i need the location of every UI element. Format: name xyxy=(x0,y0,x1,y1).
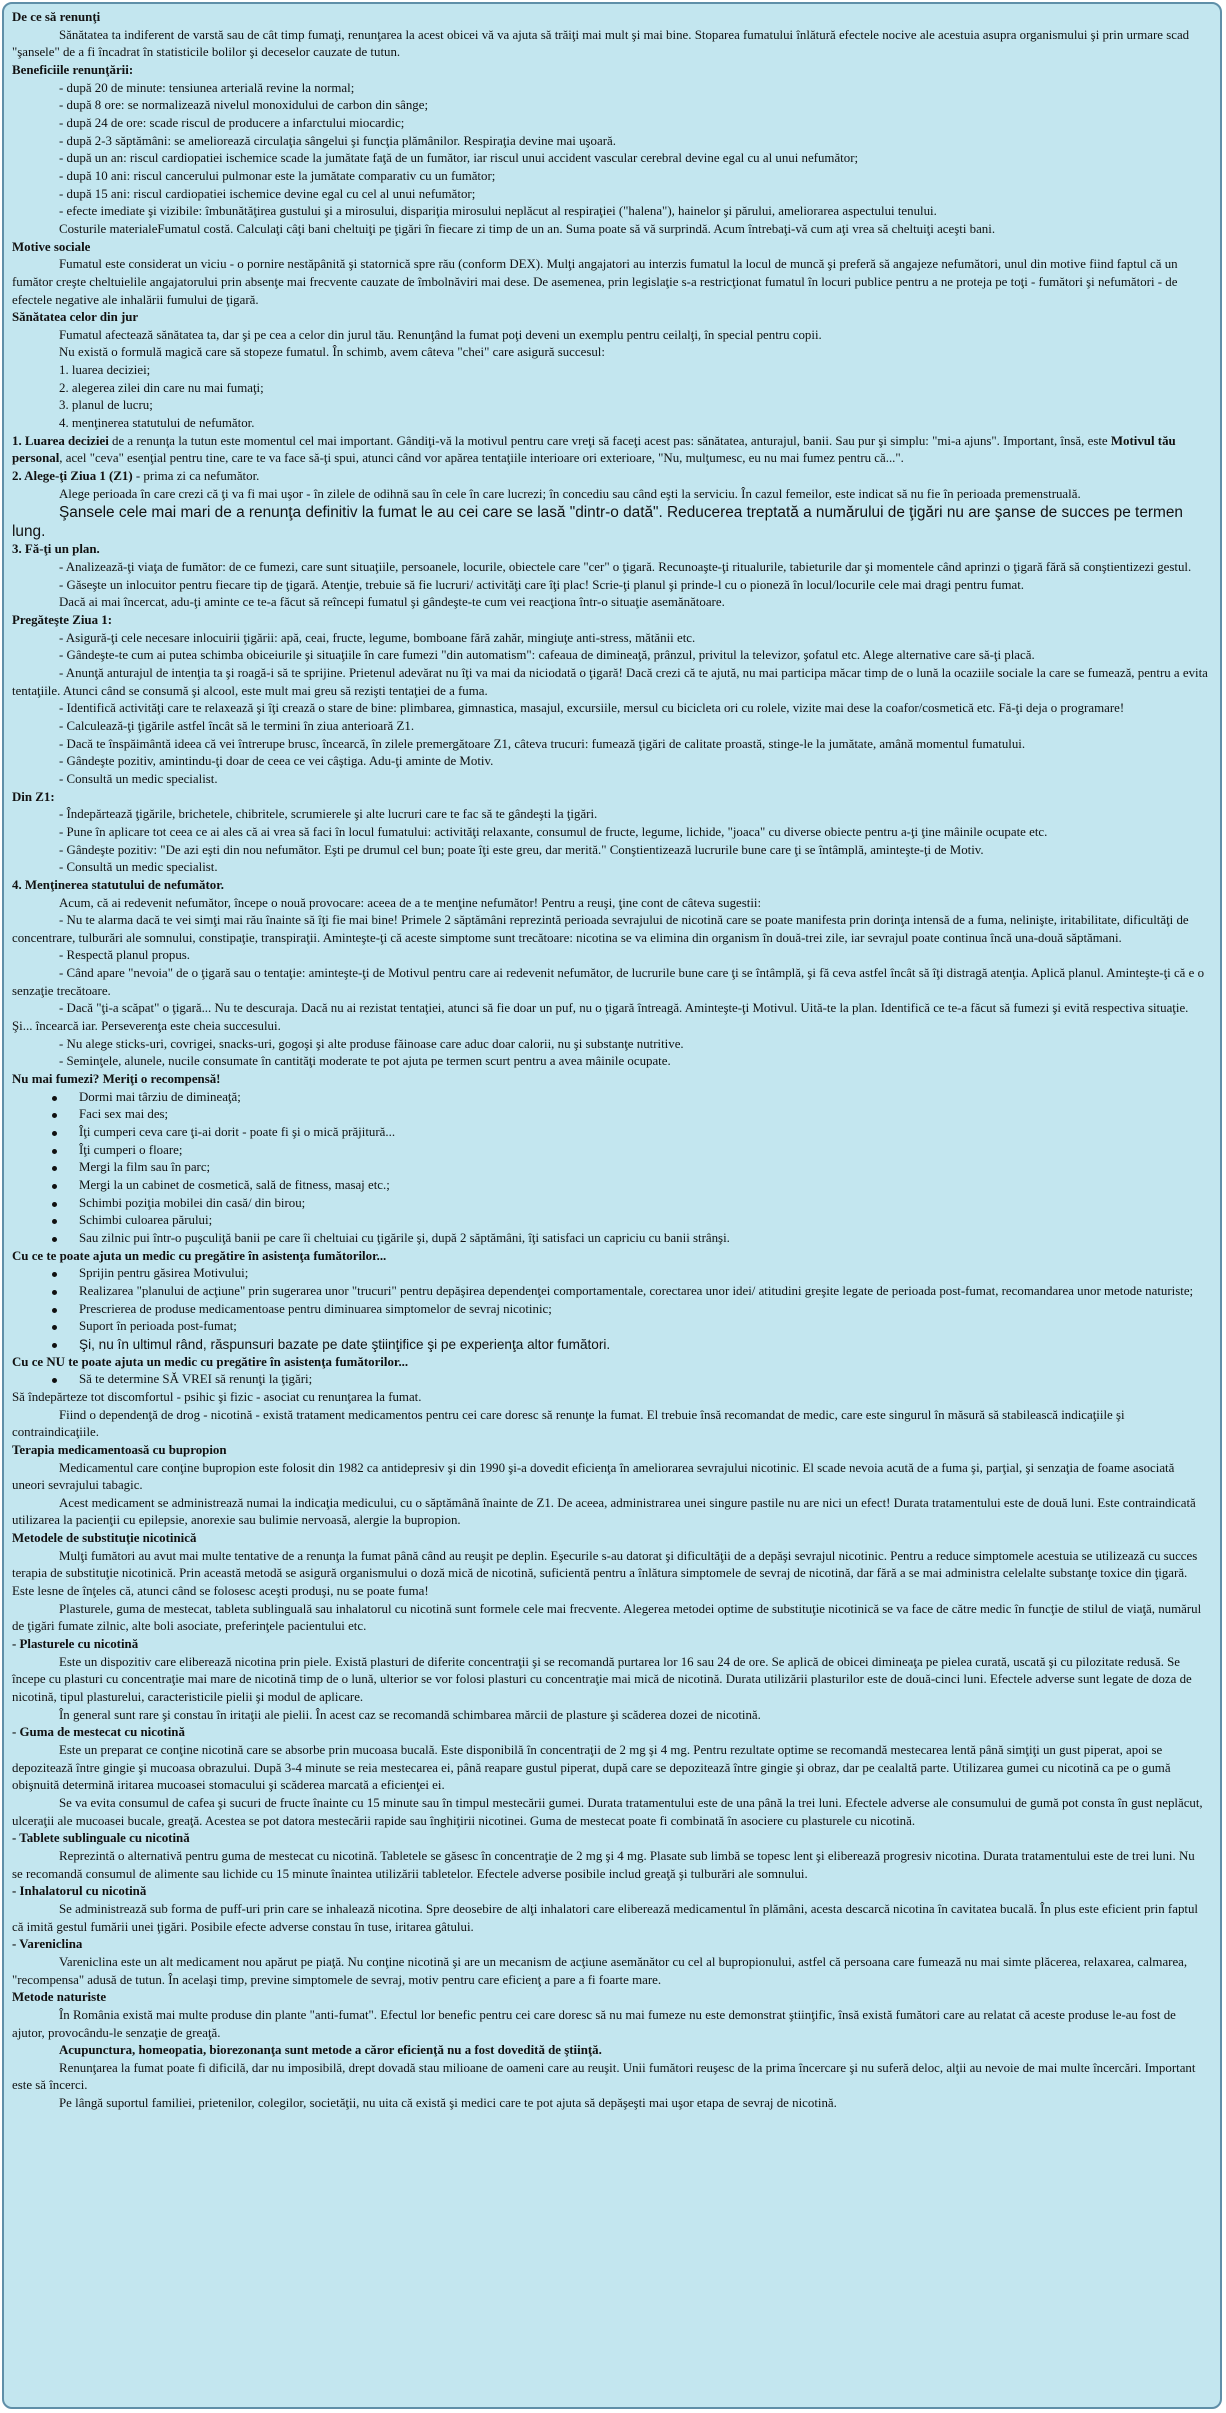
prepare-item: - Dacă te înspăimântă ideea că vei întrerupe brusc, încearcă, în zilele premergătoare Z1, câteva trucuri: fumează ţigări de calitate proastă, stinge-le la jumătate, amână momentul fumatului. xyxy=(59,736,1026,751)
prepare-item: - Consultă un medic specialist. xyxy=(59,771,218,786)
benefit-item: - după un an: riscul cardiopatiei ischemice scade la jumătate faţă de un fumător, iar riscul unui accident vascular cerebral devine egal cu al unui nefumător; xyxy=(59,151,859,166)
benefit-item: - efecte imediate şi vizibile: îmbunătăţirea gustului şi a mirosului, dispariţia mirosului neplăcut al respiraţiei ("halena"), hainelor şi părului, ameliorarea aspectului tenului. xyxy=(59,204,937,219)
tablets-heading: - Tablete sublinguale cu nicotină xyxy=(12,1831,190,1846)
plan-heading: 3. Fă-ţi un plan. xyxy=(12,542,100,557)
key-item: 1. luarea deciziei; xyxy=(59,363,151,378)
from-z1-item: - Consultă un medic specialist. xyxy=(59,860,218,875)
doctor-nohelp-line: Să îndepărteze tot discomfortul - psihic şi fizic - asociat cu renunţarea la fumat. xyxy=(12,1389,422,1404)
social-paragraph: Fumatul este considerat un viciu - o pornire nestăpânită şi statornică spre rău (conform DEX). Mulţi angajatori au interzis fumatul la locul de muncă şi preferă să angajeze nefumători, unul din motive fiind faptul că un fumător creşte cheltuielile angajatorului prin absenţe mai frecvente cauzate de îmbolnăviri mai dese. De asemenea, prin legislaţie s-a restricţionat fumatul în locuri publice pentru a ne proteja pe toţi - fumători şi nefumători - de efectele negative ale inhalării fumului de ţigară. xyxy=(12,257,1178,307)
doctor-help-item: Realizarea "planului de acţiune" prin sugerarea unor "trucuri" pentru depăşirea dependenţei comportamentale, corectarea unor idei/ atitudini greşite legate de perioada post-fumat, recomandarea unor metode naturiste; xyxy=(79,1283,1208,1301)
prepare-item: - Calculează-ţi ţigările astfel încât să le termini în ziua anterioară Z1. xyxy=(59,718,415,733)
benefits-heading: Beneficiile renunţării: xyxy=(12,62,134,77)
doctor-nohelp-heading: Cu ce NU te poate ajuta un medic cu pregătire în asistenţa fumătorilor... xyxy=(12,1354,409,1369)
reward-item: Îţi cumperi o floare; xyxy=(79,1142,1208,1160)
reward-item: Schimbi culoarea părului; xyxy=(79,1212,1208,1230)
day1-heading-line xyxy=(12,468,1208,486)
gum-heading: - Guma de mestecat cu nicotină xyxy=(12,1725,185,1740)
bupropion-heading: Terapia medicamentoasă cu bupropion xyxy=(12,1442,227,1457)
reward-item: Dormi mai târziu de dimineaţă; xyxy=(79,1089,1208,1107)
key-item: 2. alegerea zilei din care nu mai fumaţi; xyxy=(59,380,264,395)
benefit-item: - după 8 ore: se normalizează nivelul monoxidului de carbon din sânge; xyxy=(59,98,429,113)
substitution-paragraph: Plasturele, guma de mestecat, tableta sublinguală sau inhalatorul cu nicotină sunt formele cele mai frecvente. Alegerea metodei optime de substituţie nicotinică se va face de către medic în funcţie de stilul de viaţă, numărul de ţigări fumate zilnic, alte boli asociate, preferinţele pacientului etc. xyxy=(12,1601,1202,1634)
patch-heading: - Plasturele cu nicotină xyxy=(12,1637,139,1652)
social-heading: Motive sociale xyxy=(12,239,91,254)
maintain-item: Acum, că ai redevenit nefumător, începe o nouă provocare: aceea de a te menţine nefumător! Pentru a reuşi, ţine cont de câteva sugestii: xyxy=(59,895,762,910)
doctor-help-heading: Cu ce te poate ajuta un medic cu pregătire în asistenţa fumătorilor... xyxy=(12,1248,387,1263)
intro-paragraph: Sănătatea ta indiferent de varstă sau de cât timp fumaţi, renunţarea la acest obicei vă va ajuta să trăiţi mai mult şi mai bine. Stoparea fumatului înlătură efectele nocive ale acestuia asupra organismului şi prin urmare scad "şansele" de a fi încadrat în statisticile bolilor şi deceselor cauzate de tutun. xyxy=(12,27,1190,60)
prepare-item: - Gândeşte-te cum ai putea schimba obiceiurile şi situaţiile în care fumezi "din automatism": cafeaua de dimineaţă, prânzul, privitul la televizor, şofatul etc. Alege alternative care să-ţi placă. xyxy=(59,648,1035,663)
benefit-item: - după 10 ani: riscul cancerului pulmonar este la jumătate comparativ cu un fumător; xyxy=(59,168,496,183)
bupropion-paragraph: Medicamentul care conţine bupropion este folosit din 1982 ca antidepresiv şi din 1990 şi-a dovedit eficienţa în ameliorarea sevrajului nicotinic. El scade nevoia acută de a fuma şi, parţial, şi senzaţia de foame asociată uneori sevrajului tabagic. xyxy=(12,1460,1175,1493)
personal-motive: Motivul tău personal xyxy=(12,433,1176,466)
doctor-help-item: Şi, nu în ultimul rând, răspunsuri bazate pe date ştiinţifice şi pe experienţa altor fumători. xyxy=(79,1336,1208,1354)
substitution-paragraph: Mulţi fumători au avut mai multe tentative de a renunţa la fumat până când au reuşit pe deplin. Eşecurile s-au datorat şi dificultăţii de a depăşi sevrajul nicotinic. Pentru a reduce simptomele acestuia se utilizează cu succes terapia de substituţie nicotinică. Prin această metodă se asigură organismului o doză mică de nicotină, suficientă pentru a înlătura simptomele de sevraj de nicotină, dar fără a se mai administra celelalte substanţe toxice din ţigară. Este lesne de înţeles că, atunci când se folosesc aceşti produşi, nu se poate fuma! xyxy=(12,1548,1198,1599)
reward-list xyxy=(12,1089,1208,1248)
varenicline-heading: - Vareniclina xyxy=(12,1937,83,1952)
maintain-item: - Seminţele, alunele, nucile consumate în cantităţi moderate te pot ajuta pe termen scurt pentru a avea mâinile ocupate. xyxy=(59,1054,671,1069)
key-item: 3. planul de lucru; xyxy=(59,398,153,413)
prepare-heading: Pregăteşte Ziua 1: xyxy=(12,613,112,627)
article-panel xyxy=(2,2,1222,2409)
decision-paragraph xyxy=(12,433,1208,468)
benefit-item: - după 24 de ore: scade riscul de producere a infarctului miocardic; xyxy=(59,115,405,130)
formula-paragraph: Nu există o formulă magică care să stopeze fumatul. În schimb, avem câteva "chei" care asigură succesul: xyxy=(59,345,605,360)
prepare-item: - Anunţă anturajul de intenţia ta şi roagă-i să te sprijine. Prietenul adevărat nu îţi va mai da niciodată o ţigară! Dacă crezi că te ajută, nu mai participa măcar timp de o lună la ocaziile sociale la care se fumează, pentru a evita tentaţiile. Atunci când se consumă şi alcool, este mult mai greu să rezişti tentaţiei de a fuma. xyxy=(12,665,1208,698)
doctor-help-item: Prescrierea de produse medicamentoase pentru diminuarea simptomelor de sevraj nicotinic; xyxy=(79,1301,1208,1319)
decision-heading: 1. Luarea deciziei xyxy=(12,433,109,448)
health-paragraph: Fumatul afectează sănătatea ta, dar şi pe cea a celor din jurul tău. Renunţând la fumat poţi deveni un exemplu pentru ceilalţi, în special pentru copii. xyxy=(59,327,822,342)
bupropion-paragraph: Acest medicament se administrează numai la indicaţia medicului, cu o săptămână înainte de Z1. De aceea, administrarea unei singure pastile nu are nici un efect! Durata tratamentului este de două luni. Este contraindicată utilizarea la pacienţii cu epilepsie, anorexie sau bulimie nervoasă, alergie la bupropion. xyxy=(12,1495,1196,1528)
tablets-paragraph: Reprezintă o alternativă pentru guma de mestecat cu nicotină. Tabletele se găsesc în concentraţie de 2 mg şi 4 mg. Plasate sub limbă se topesc lent şi eliberează progresiv nicotina. Durata tratamentului este de trei luni. Nu se recomandă consumul de alimente sau lichide cu 15 minute înaintea utilizării tabletelor. Efectele adverse posibile includ greaţă şi tulburări ale somnului. xyxy=(12,1848,1195,1881)
patch-paragraph: În general sunt rare şi constau în iritaţii ale pielii. În acest caz se recomandă schimbarea mărcii de plasture şi scăderea dozei de nicotină. xyxy=(59,1707,761,1722)
prepare-item: - Gândeşte pozitiv, amintindu-ţi doar de ceea ce vei câştiga. Adu-ţi aminte de Motiv. xyxy=(59,754,494,769)
doctor-nohelp-list xyxy=(12,1371,1208,1389)
maintain-item: - Respectă planul propus. xyxy=(59,948,191,963)
key-item: 4. menţinerea statutului de nefumător. xyxy=(59,416,255,431)
article-title: De ce să renunţi xyxy=(12,10,101,24)
reward-item: Schimbi poziţia mobilei din casă/ din birou; xyxy=(79,1195,1208,1213)
inhaler-heading: - Inhalatorul cu nicotină xyxy=(12,1884,147,1899)
health-heading: Sănătatea celor din jur xyxy=(12,310,139,325)
varenicline-paragraph: Vareniclina este un alt medicament nou apărut pe piaţă. Nu conţine nicotină şi are un mecanism de acţiune asemănător cu cel al bupropionului, astfel că persoana care fumează nu mai simte plăcerea, relaxarea, calmarea, "recompensa" adusă de tutun. În acelaşi timp, previne simptomele de sevraj, motiv pentru care eficienţ a pare a fi foarte mare. xyxy=(12,1954,1188,1987)
prepare-item: - Identifică activităţi care te relaxează şi îţi crează o stare de bine: plimbarea, gimnastica, masajul, excursiile, mersul cu bicicleta ori cu rolele, vizite mai dese la coafor/cosmetică etc. Fă-ţi deja o programare! xyxy=(59,701,1125,716)
reward-item: Mergi la film sau în parc; xyxy=(79,1159,1208,1177)
prepare-item: - Asigură-ţi cele necesare inlocuirii ţigării: apă, ceai, fructe, legume, bomboane fără zahăr, mingiuţe anti-stress, mătănii etc. xyxy=(59,630,696,645)
plan-item: - Analizează-ţi viaţa de fumător: de ce fumezi, care sunt situaţiile, persoanele, locurile, obiectele care "cer" o ţigară. Recunoaşte-ţi ritualurile, tabieturile dar şi momentele când aprinzi o ţigară fără să conştientizezi gestul. xyxy=(59,560,1192,575)
maintain-heading: 4. Menţinerea statutului de nefumător. xyxy=(12,877,224,892)
maintain-item: - Când apare "nevoia" de o ţigară sau o tentaţie: aminteşte-ţi de Motivul pentru care ai redevenit nefumător, de lucrurile bune care ţi se întâmplă, şi fă ceva astfel încât să îţi distragă atenţia. Aplică planul. Aminteşte-ţi că e o senzaţie trecătoare. xyxy=(12,966,1205,998)
reward-item: Mergi la un cabinet de cosmetică, sală de fitness, masaj etc.; xyxy=(79,1177,1208,1195)
reward-item: Sau zilnic pui într-o puşculiţă banii pe care îi cheltuiai cu ţigările şi, după 2 săptămâni, îţi satisfaci un capriciu cu banii strânşi. xyxy=(79,1230,1208,1248)
doctor-help-item: Sprijin pentru găsirea Motivului; xyxy=(79,1265,1208,1283)
patch-paragraph: Este un dispozitiv care eliberează nicotina prin piele. Există plasturi de diferite concentraţii şi se recomandă purtarea lor 16 sau 24 de ore. Se aplică de obicei dimineaţa pe pielea curată, uscată şi cu pilozitate redusă. Se începe cu plasturi cu concentraţie mai mare de nicotină timp de o lună, ulterior se vor folosi plasturi cu concentraţie mai mică de nicotină. Durata utilizării plasturilor este de două-cinci luni. Efectele adverse sunt legate de doza de nicotină, tipul plasturelui, caracteristicile pielii şi modul de aplicare. xyxy=(12,1654,1192,1705)
inhaler-paragraph: Se administrează sub forma de puff-uri prin care se inhalează nicotina. Spre deosebire de alţi inhalatori care eliberează medicamentul în plămâni, acesta descarcă nicotina în cavitatea bucală. În plus este eficient prin faptul că imită gestul fumării unei ţigări. Posibile efecte adverse constau în tuse, iritarea gâtului. xyxy=(12,1901,1198,1934)
conclusion-paragraph: Renunţarea la fumat poate fi dificilă, dar nu imposibilă, drept dovadă stau milioane de oameni care au reuşit. Unii fumători reuşesc de la prima încercare şi nu suferă deloc, alţii au nevoie de mai multe încercări. Important este să încerci. xyxy=(12,2060,1196,2093)
naturist-heading: Metode naturiste xyxy=(12,1990,107,2005)
gum-paragraph: Este un preparat ce conţine nicotină care se absorbe prin mucoasa bucală. Este disponibilă în concentraţii de 2 mg şi 4 mg. Pentru rezultate optime se recomandă mestecarea lentă până simţiţi un gust piperat, apoi se depozitează între gingie şi mucoasa obrazului. După 3-4 minute se reia mestecarea ei, până reapare gustul piperat, după care se depozitează între gingie şi obraz, dar pe cealaltă parte. Utilizarea gumei cu nicotină ca pe o gumă obişnuită determină iritarea mucoasei stomacului şi scăderea marcată a eficienţei ei. xyxy=(12,1743,1171,1793)
maintain-item: - Nu alege sticks-uri, covrigei, snacks-uri, gogoşi şi alte produse făinoase care aduc doar calorii, nu şi substanţe nutritive. xyxy=(59,1036,684,1051)
conclusion-paragraph: Pe lângă suportul familiei, prietenilor, colegilor, societăţii, nu uita că există şi medici care te pot ajuta să depăşeşti mai uşor etapa de sevraj de nicotină. xyxy=(59,2096,837,2111)
from-z1-item: - Îndepărtează ţigările, brichetele, chibritele, scrumierele şi alte lucruri care te fac să te gândeşti la ţigări. xyxy=(59,807,598,822)
reward-item: Îţi cumperi ceva care ţi-ai dorit - poate fi şi o mică prăjitură... xyxy=(79,1124,1208,1142)
benefit-item: - după 15 ani: riscul cardiopatiei ischemice devine egal cu cel al unui nefumător; xyxy=(59,186,476,201)
maintain-item: - Nu te alarma dacă te vei simţi mai rău înainte să îţi fie mai bine! Primele 2 săptămâni reprezintă perioada sevrajului de nicotină care se poate manifesta prin dorinţa intensă de a fuma, nelinişte, iritabilitate, dificultăţi de concentrare, tulburări ale somnului, constipaţie, transpiraţii. Aminteşte-ţi că aceste simptome sunt trecătoare: nicotina se va elimina din organism în două-trei zile, iar sevrajul poate continua încă una-două săptămani. xyxy=(12,913,1189,945)
from-z1-heading: Din Z1: xyxy=(12,789,55,804)
benefit-item: - după 2-3 săptămâni: se ameliorează circulaţia sângelui şi funcţia plămânilor. Respiraţia devine mai uşoară. xyxy=(59,133,616,148)
gum-paragraph: Se va evita consumul de cafea şi sucuri de fructe înainte cu 15 minute sau în timpul mestecării gumei. Durata tratamentului este de una până la trei luni. Efectele adverse ale consumului de gumă pot consta în gust neplăcut, ulceraţii ale mucoasei bucale, greaţă. Acestea se pot datora mestecării rapide sau înghiţirii nicotinei. Guma de mestecat poate fi combinată în asociere cu plasturele cu nicotină. xyxy=(12,1795,1203,1828)
reward-item: Faci sex mai des; xyxy=(79,1106,1208,1124)
substitution-heading: Metodele de substituţie nicotinică xyxy=(12,1531,197,1546)
day1-subtitle: - prima zi ca nefumător. xyxy=(132,469,260,484)
unproven-methods-note: Acupunctura, homeopatia, biorezonanţa sunt metode a căror eficienţă nu a fost dovedită de ştiinţă. xyxy=(59,2043,602,2058)
day1-chances-paragraph: Şansele cele mai mari de a renunţa definitiv la fumat le au cei care se lasă "dintr-o dată". Reducerea treptată a numărului de ţigări nu are şanse de succes pe termen lung. xyxy=(12,504,1183,541)
dependency-paragraph: Fiind o dependenţă de drog - nicotină - există tratament medicamentos pentru cei care doresc să renunţe la fumat. El trebuie însă recomandat de medic, care este singurul în măsură să stabilească indicaţiile şi contraindicaţiile. xyxy=(12,1407,1125,1440)
reward-heading: Nu mai fumezi? Meriţi o recompensă! xyxy=(12,1072,221,1087)
benefits-list xyxy=(12,80,1208,221)
plan-item: - Găseşte un inlocuitor pentru fiecare tip de ţigară. Atenţie, trebuie să fie lucruri/ activităţi care îţi plac! Scrie-ţi planul şi prinde-l cu o pioneză în locul/locurile cele mai dragi pentru fumat. xyxy=(59,577,1024,592)
from-z1-item: - Gândeşte pozitiv: "De azi eşti din nou nefumător. Eşti pe drumul cel bun; poate îţi este greu, dar merită." Conştientizează lucrurile bune care ţi se întâmplă, aminteşte-ţi de Motiv. xyxy=(59,842,984,857)
doctor-help-item: Suport în perioada post-fumat; xyxy=(79,1318,1208,1336)
from-z1-item: - Pune în aplicare tot ceea ce ai ales că ai vrea să faci în locul fumatului: activităţi relaxante, consumul de fructe, legume, lichide, "joaca" cu diverse obiecte pentru a-ţi ţine mâinile ocupate etc. xyxy=(59,824,1048,839)
doctor-help-list xyxy=(12,1265,1208,1353)
costs-paragraph: Costurile materialeFumatul costă. Calculaţi câţi bani cheltuiţi pe ţigări în fiecare zi timp de un an. Suma poate să vă surprindă. Acum întrebaţi-vă cum aţi vrea să cheltuiţi aceşti bani. xyxy=(59,221,996,236)
plan-item: Dacă ai mai încercat, adu-ţi aminte ce te-a făcut să reîncepi fumatul şi gândeşte-te cum vei reacţiona într-o situaţie asemănătoare. xyxy=(59,595,725,610)
decision-text-b: , acel "ceva" esenţial pentru tine, care te va face să-ţi spui, atunci când vor apărea tentaţiile interioare ori exterioare, "Nu, mulţumesc, eu nu mai fumez pentru că...". xyxy=(59,451,904,466)
benefit-item: - după 20 de minute: tensiunea arterială revine la normal; xyxy=(59,80,355,95)
decision-text-a: de a renunţa la tutun este momentul cel mai important. Gândiţi-vă la motivul pentru care vreţi să faceţi acest pas: sănătatea, anturajul, banii. Sau pur şi simplu: "mi-a ajuns". Important, însă, este xyxy=(108,433,1111,448)
day1-heading: 2. Alege-ţi Ziua 1 (Z1) xyxy=(12,469,133,484)
naturist-paragraph: În România există mai multe produse din plante "anti-fumat". Efectul lor benefic pentru cei care doresc să nu mai fumeze nu este demonstrat ştiinţific, însă există fumători care au relatat că aceste produse le-au fost de ajutor, provocându-le senzaţie de greaţă. xyxy=(12,2007,1176,2040)
doctor-nohelp-item: Să te determine SĂ VREI să renunţi la ţigări; xyxy=(79,1371,1208,1389)
maintain-item: - Dacă "ţi-a scăpat" o ţigară... Nu te descuraja. Dacă nu ai rezistat tentaţiei, atunci să fie doar un puf, nu o ţigară întreagă. Aminteşte-ţi Motivul. Uită-te la plan. Identifică ce te-a făcut să fumezi şi evită respectiva situaţie. Şi... încearcă iar. Perseverenţa este cheia succesului. xyxy=(12,1001,1189,1034)
day1-paragraph: Alege perioada în care crezi că ţi va fi mai uşor - în zilele de odihnă sau în cele în care lucrezi; în concediu sau când eşti la serviciu. În cazul femeilor, este indicat să nu fie în perioada premenstruală. xyxy=(59,486,1081,501)
